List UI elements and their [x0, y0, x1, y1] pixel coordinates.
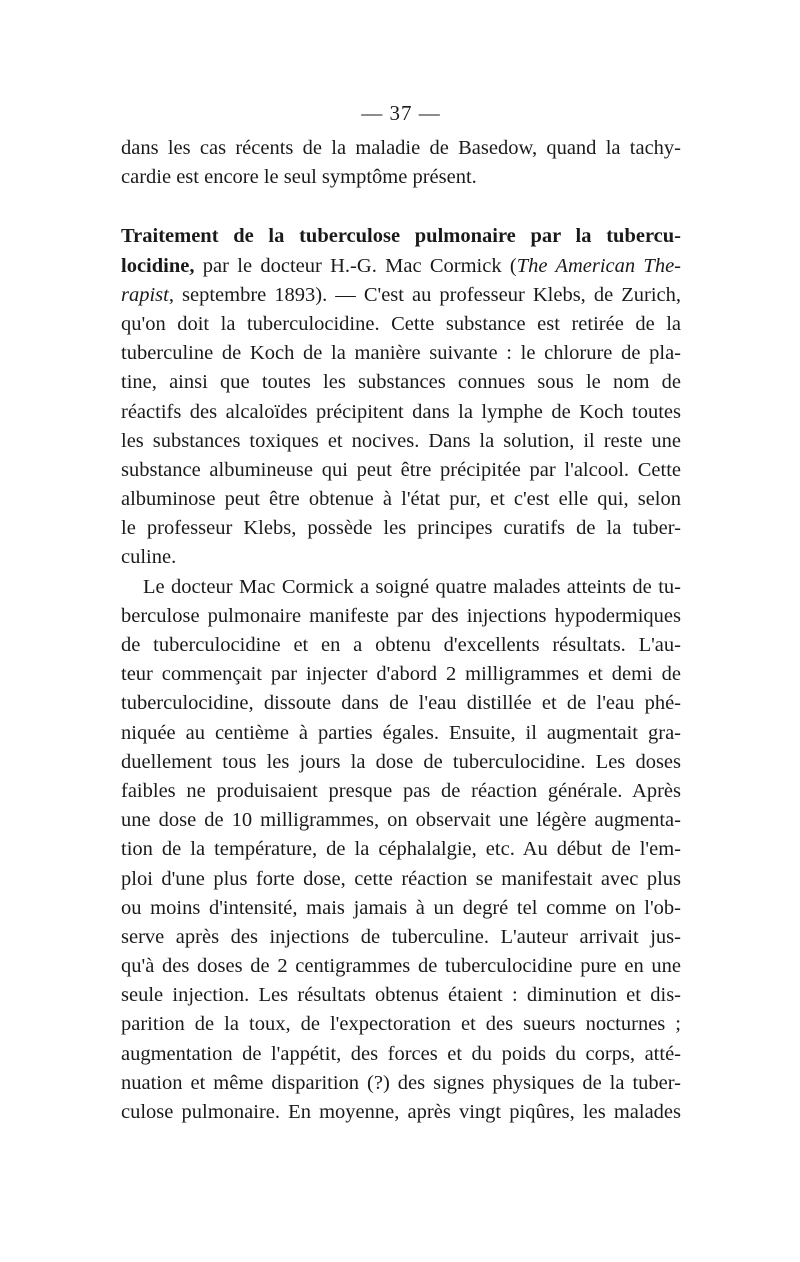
author-reference: par le docteur H.-G. Mac Cormick ( — [194, 254, 517, 277]
text-line: tion de la température, de la céphalalgie, etc. Au début de l'em- — [121, 838, 681, 861]
paragraph-mac-cormick — [121, 573, 681, 1128]
text-line: ou moins d'intensité, mais jamais à un degré tel comme on l'ob- — [121, 896, 681, 919]
text-line: Le docteur Mac Cormick a soigné quatre malades atteints de tu- — [143, 575, 681, 598]
text-line: albuminose peut être obtenue à l'état pur, et c'est elle qui, selon — [121, 488, 681, 511]
text-line: tuberculine de Koch de la manière suivante : le chlorure de pla- — [121, 342, 681, 365]
text-line: nuation et même disparition (?) des signes physiques de la tuber- — [121, 1071, 681, 1094]
paragraph-basedow — [121, 134, 681, 192]
text-line: faibles ne produisaient presque pas de réaction générale. Après — [121, 779, 681, 802]
text-line: serve après des injections de tuberculine. L'auteur arrivait jus- — [121, 925, 681, 948]
text-line: teur commençait par injecter d'abord 2 milligrammes et demi de — [121, 663, 681, 686]
journal-title: The American The- — [516, 254, 681, 277]
text-line: berculose pulmonaire manifeste par des injections hypodermiques — [121, 604, 681, 627]
section-heading: Traitement de la tuberculose pulmonaire par la tubercu- — [121, 225, 681, 248]
text-line: réactifs des alcaloïdes précipitent dans la lymphe de Koch toutes — [121, 400, 681, 423]
text-line: qu'à des doses de 2 centigrammes de tuberculocidine pure en une — [121, 955, 681, 978]
text-line: qu'on doit la tuberculocidine. Cette substance est retirée de la — [121, 312, 681, 335]
text-line: les substances toxiques et nocives. Dans la solution, il reste une — [121, 429, 681, 452]
paragraph-tuberculocidine — [121, 222, 681, 572]
text-line: le professeur Klebs, possède les principes curatifs de la tuber- — [121, 517, 681, 540]
journal-title-continued: rapist — [121, 283, 169, 306]
document-page — [121, 98, 681, 1127]
page-number: — 37 — — [361, 101, 441, 125]
text-line: niquée au centième à parties égales. Ensuite, il augmentait gra- — [121, 721, 681, 744]
text-line: dans les cas récents de la maladie de Basedow, quand la tachy- — [121, 137, 681, 159]
text-line: ploi d'une plus forte dose, cette réaction se manifestait avec plus — [121, 867, 681, 890]
text-line: de tuberculocidine et en a obtenu d'excellents résultats. L'au- — [121, 634, 681, 656]
text-line: tuberculocidine, dissoute dans de l'eau distillée et de l'eau phé- — [121, 692, 681, 715]
text-line: duellement tous les jours la dose de tuberculocidine. Les doses — [121, 750, 681, 773]
section-heading-continued: locidine, — [121, 254, 195, 277]
text-line: parition de la toux, de l'expectoration et des sueurs nocturnes ; — [121, 1013, 681, 1036]
text-line: substance albumineuse qui peut être précipitée par l'alcool. Cette — [121, 458, 681, 481]
text-line: culine. — [121, 546, 177, 569]
section-gap — [121, 192, 681, 222]
text-line: augmentation de l'appétit, des forces et du poids du corps, atté- — [121, 1042, 681, 1065]
text-line: une dose de 10 milligrammes, on observait une légère augmenta- — [121, 809, 681, 832]
text-line — [121, 281, 681, 310]
text-line: seule injection. Les résultats obtenus étaient : diminution et dis- — [121, 984, 681, 1007]
text-line: tine, ainsi que toutes les substances connues sous le nom de — [121, 371, 681, 394]
citation-date: , septembre 1893). — C'est au professeur Klebs, de Zurich, — [168, 283, 681, 306]
text-line — [121, 252, 681, 281]
text-line: culose pulmonaire. En moyenne, après vingt piqûres, les malades — [121, 1101, 681, 1123]
text-line: cardie est encore le seul symptôme présent. — [121, 166, 477, 189]
